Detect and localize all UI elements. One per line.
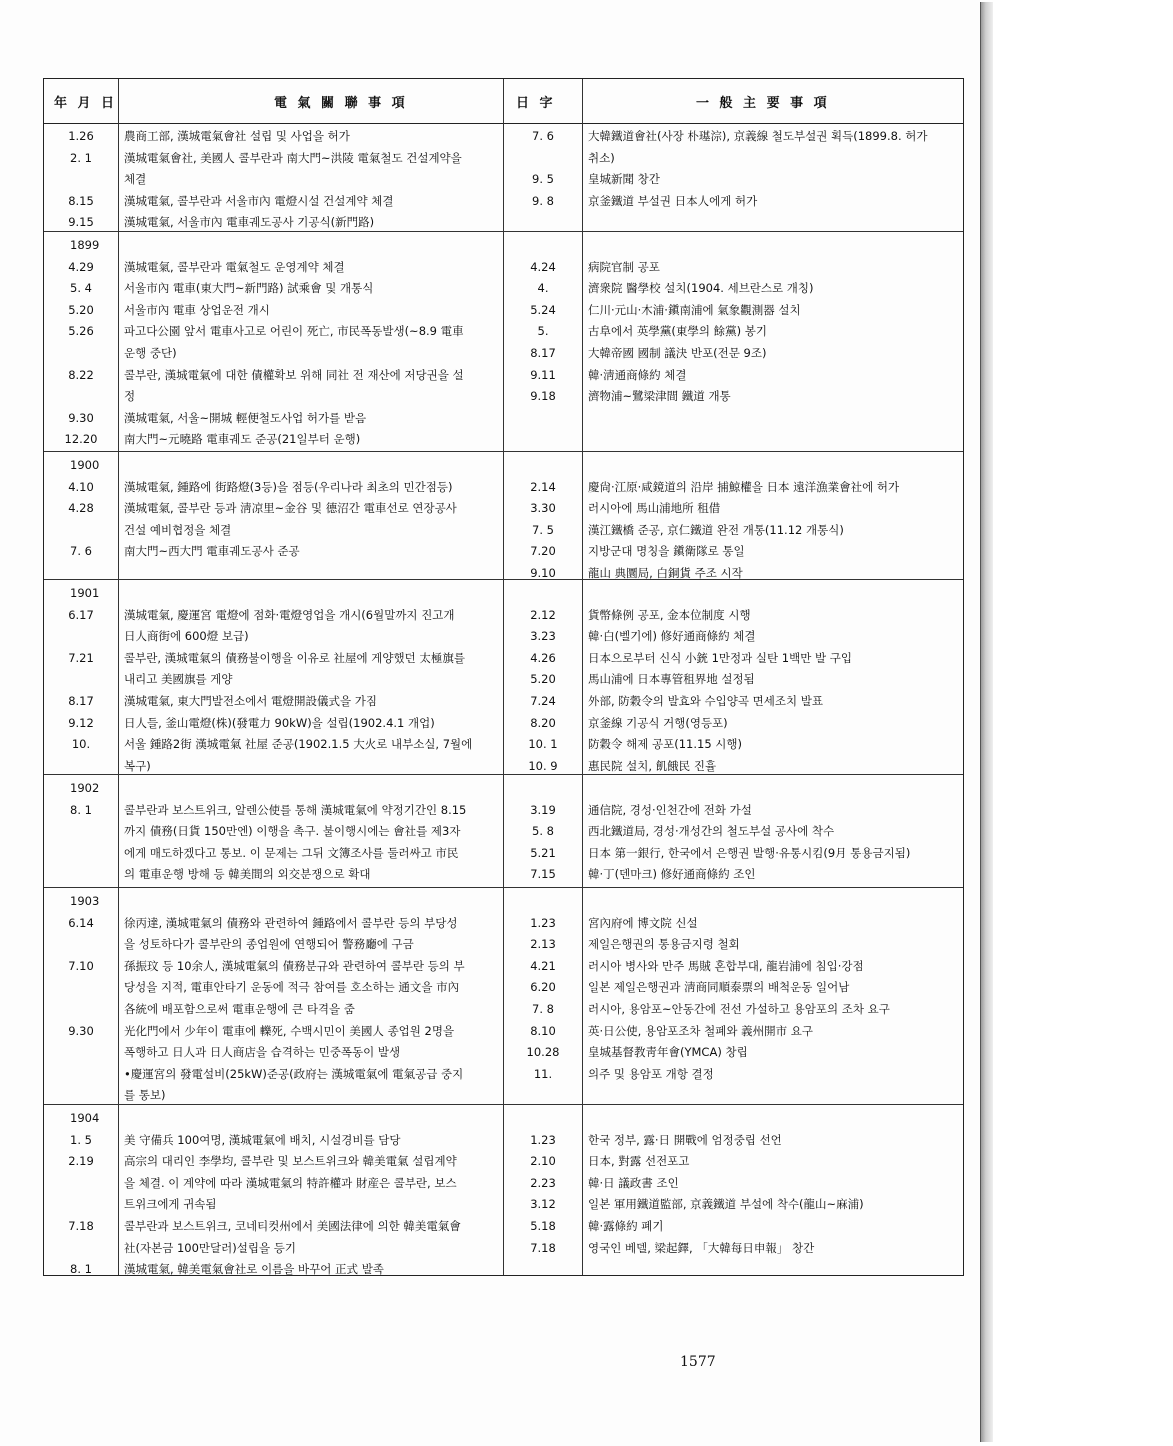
general-date: 4.21 xyxy=(530,958,556,973)
general-event-text: 日本, 對露 선전포고 xyxy=(588,1154,690,1169)
general-date: 10.28 xyxy=(526,1045,560,1060)
event-date: 5. 4 xyxy=(70,281,92,296)
general-date: 5.20 xyxy=(530,672,556,687)
electric-event-text: 서울市內 電車 상업운전 개시 xyxy=(124,302,270,317)
event-date: 8.22 xyxy=(68,367,94,382)
electric-event-text: 漢城電氣, 慶運宮 電燈에 점화·電燈영업을 개시(6월말까지 진고개 xyxy=(124,607,455,622)
general-event-text: 일본 軍用鐵道監部, 京義鐵道 부설에 착수(龍山~麻浦) xyxy=(588,1197,864,1212)
electric-event-text: 콜부란, 漢城電氣의 債務불이행을 이유로 社屋에 게양했던 太極旗를 xyxy=(124,650,465,665)
electric-event-text: 漢城電氣會社, 美國人 콜부란과 南大門~洪陵 電氣철도 건설계약을 xyxy=(124,150,462,165)
electric-event-text: 체결 xyxy=(124,172,147,187)
general-event-text: 韓·白(벨기에) 修好通商條約 체결 xyxy=(588,629,756,644)
general-event-text: 病院官制 공포 xyxy=(588,259,660,274)
general-date: 7. 6 xyxy=(532,129,554,143)
general-date: 4. xyxy=(537,281,549,296)
general-date: 5. 8 xyxy=(532,824,554,839)
electric-event-text: 콜부란과 보스트위크, 알렌公使를 통해 漢城電氣에 약정기간인 8.15 xyxy=(124,802,467,817)
event-date: 8. 1 xyxy=(70,1262,92,1277)
general-date: 1.23 xyxy=(530,1132,556,1147)
electric-event-text: 에게 매도하겠다고 통보. 이 문제는 그뒤 文簿조사를 둘러싸고 市民 xyxy=(124,845,459,860)
electric-event-text: 을 체결. 이 계약에 따라 漢城電氣의 特許權과 財産은 콜부란, 보스 xyxy=(124,1175,457,1190)
general-date: 9.10 xyxy=(530,566,556,580)
electric-event-text: 를 통보) xyxy=(124,1088,166,1103)
electric-event-text: 漢城電氣, 콜부란 등과 淸凉里~金谷 및 德沼간 電車선로 연장공사 xyxy=(124,501,457,516)
page-number: 1577 xyxy=(680,1354,716,1370)
event-date: 9.12 xyxy=(68,715,94,730)
event-date: 8.15 xyxy=(68,193,94,208)
general-date: 8.17 xyxy=(530,346,556,360)
event-date: 7.18 xyxy=(68,1219,94,1233)
event-date: 7. 6 xyxy=(70,544,92,559)
year-label: 1900 xyxy=(70,458,100,472)
general-event-text: 龍山 典圜局, 白銅貨 주조 시작 xyxy=(588,566,743,580)
general-date: 2.10 xyxy=(530,1154,556,1169)
general-date: 6.20 xyxy=(530,980,556,995)
event-date: 9.15 xyxy=(68,215,94,230)
general-event-text: 皇城基督教靑年會(YMCA) 창립 xyxy=(588,1045,748,1060)
general-event-text: 한국 정부, 露·日 開戰에 엄정중립 선언 xyxy=(588,1132,782,1147)
electric-event-text: 당성을 지적, 電車안타기 운동에 적극 참여를 호소하는 通文을 市內 xyxy=(124,980,460,995)
event-date: 4.10 xyxy=(68,479,94,494)
electric-event-text: 農商工部, 漢城電氣會社 설립 및 사업을 허가 xyxy=(124,129,350,143)
general-event-text: 지방군대 명칭을 鎭衛隊로 통일 xyxy=(588,544,745,559)
general-date: 8.10 xyxy=(530,1023,556,1038)
page-edge xyxy=(980,2,993,1442)
year-label: 1904 xyxy=(70,1111,100,1125)
general-event-text: 大韓鐵道會社(사장 朴璂淙), 京義線 철도부설권 획득(1899.8. 허가 xyxy=(588,129,928,143)
header-general-events: 一 般 主 要 事 項 xyxy=(696,96,830,111)
electric-event-text: 서울市內 電車(東大門~新門路) 試乘會 및 개통식 xyxy=(124,281,374,296)
general-event-text: 러시아, 용암포~안동간에 전선 가설하고 용암포의 조차 요구 xyxy=(588,1002,890,1016)
general-event-text: 外部, 防穀令의 발효와 수입양곡 면세조치 발표 xyxy=(588,694,823,708)
general-event-text: 防穀令 해제 공포(11.15 시행) xyxy=(588,737,743,752)
electric-event-text: 社(자본금 100만달러)설립을 등기 xyxy=(124,1240,296,1255)
general-date: 10. 1 xyxy=(528,737,558,752)
electric-event-text: 트위크에게 귀속됨 xyxy=(124,1197,217,1212)
general-date: 3.12 xyxy=(530,1197,556,1212)
general-date: 9.11 xyxy=(530,367,556,382)
electric-event-text: 파고다公園 앞서 電車사고로 어린이 死亡, 市民폭동발생(~8.9 電車 xyxy=(124,324,464,339)
event-date: 9.30 xyxy=(68,1023,94,1038)
general-event-text: 제일은행권의 통용금지령 철회 xyxy=(588,937,740,952)
general-event-text: 大韓帝國 國制 議決 반포(전문 9조) xyxy=(588,346,767,360)
event-date: 8.17 xyxy=(68,694,94,708)
electric-event-text: •慶運宮의 發電설비(25kW)준공(政府는 漢城電氣에 電氣공급 중지 xyxy=(124,1066,464,1081)
general-event-text: 韓·露條約 폐기 xyxy=(588,1219,664,1233)
electric-event-text: 漢城電氣, 東大門발전소에서 電燈開設儀式을 가짐 xyxy=(124,694,377,708)
general-event-text: 濟衆院 醫學校 설치(1904. 세브란스로 개칭) xyxy=(588,281,814,296)
electric-event-text: 서울 鍾路2街 漢城電氣 社屋 준공(1902.1.5 大火로 내부소실, 7월에 xyxy=(124,737,473,752)
event-date: 2. 1 xyxy=(70,150,92,165)
general-event-text: 일본 제일은행권과 淸商同順泰票의 배척운동 일어남 xyxy=(588,980,850,995)
general-date: 5.21 xyxy=(530,845,556,860)
year-block xyxy=(44,774,963,888)
electric-event-text: 漢城電氣, 서울市內 電車궤도공사 기공식(新門路) xyxy=(124,215,375,230)
electric-event-text: 美 守備兵 100여명, 漢城電氣에 배치, 시설경비를 담당 xyxy=(124,1132,401,1147)
general-date: 2.13 xyxy=(530,937,556,952)
general-date: 7.15 xyxy=(530,867,556,882)
general-event-text: 惠民院 설치, 飢餓民 진휼 xyxy=(588,758,717,773)
event-date: 9.30 xyxy=(68,410,94,425)
general-date: 2.12 xyxy=(530,607,556,622)
electric-event-text: 日人들, 釜山電燈(株)(發電力 90kW)을 설립(1902.4.1 개업) xyxy=(124,715,435,730)
general-date: 7. 5 xyxy=(532,522,554,537)
general-event-text: 通信院, 경성·인천간에 전화 가설 xyxy=(588,802,752,817)
general-date: 7.18 xyxy=(530,1240,556,1255)
general-date: 11. xyxy=(533,1066,553,1081)
electric-event-text: 복구) xyxy=(124,758,151,773)
general-event-text: 취소) xyxy=(588,150,615,165)
electric-event-text: 漢城電氣, 鍾路에 街路燈(3등)을 점등(우리나라 최초의 민간점등) xyxy=(124,479,453,494)
electric-event-text: 운행 중단) xyxy=(124,346,177,360)
general-event-text: 韓·丁(덴마크) 修好通商條約 조인 xyxy=(588,867,756,882)
general-date: 7.24 xyxy=(530,694,556,708)
general-date: 5.18 xyxy=(530,1219,556,1233)
general-event-text: 京釜線 기공식 거행(영등포) xyxy=(588,715,728,730)
electric-event-text: 폭행하고 日人과 日人商店을 습격하는 민중폭동이 발생 xyxy=(124,1045,401,1060)
general-date: 2.23 xyxy=(530,1175,556,1190)
header-date: 年 月 日 xyxy=(54,96,118,111)
electric-event-text: 까지 債務(日貨 150만엔) 이행을 촉구. 불이행시에는 會社를 제3자 xyxy=(124,824,461,839)
electric-event-text: 孫振玟 등 10余人, 漢城電氣의 債務분규와 관련하여 콜부란 등의 부 xyxy=(124,958,465,973)
general-event-text: 러시아 병사와 만주 馬賊 혼합부대, 龍岩浦에 침입·강점 xyxy=(588,958,864,973)
general-event-text: 京釜鐵道 부설권 日本人에게 허가 xyxy=(588,193,758,208)
general-date: 10. 9 xyxy=(528,758,558,773)
year-label: 1901 xyxy=(70,586,100,600)
year-label: 1902 xyxy=(70,781,100,795)
event-date: 6.17 xyxy=(68,607,94,622)
general-date: 9. 5 xyxy=(532,172,554,187)
electric-event-text: 南大門~元曉路 電車궤도 준공(21일부터 운행) xyxy=(124,432,361,447)
event-date: 5.20 xyxy=(68,302,94,317)
electric-event-text: 콜부란, 漢城電氣에 대한 債權확보 위해 同社 전 재산에 저당권을 설 xyxy=(124,367,464,382)
general-date: 4.26 xyxy=(530,650,556,665)
electric-event-text: 건설 예비협정을 체결 xyxy=(124,522,232,537)
general-event-text: 貨幣條例 공포, 金本位制度 시행 xyxy=(588,607,751,622)
chronology-table xyxy=(43,78,964,1276)
year-block xyxy=(44,451,963,580)
general-event-text: 韓·日 議政書 조인 xyxy=(588,1175,679,1190)
electric-event-text: 徐丙達, 漢城電氣의 債務와 관련하여 鍾路에서 콜부란 등의 부당성 xyxy=(124,915,458,930)
general-date: 7.20 xyxy=(530,544,556,559)
general-event-text: 古阜에서 英學黨(東學의 餘黨) 봉기 xyxy=(588,324,767,339)
general-event-text: 영국인 베델, 梁起鐸, 「大韓每日申報」 창간 xyxy=(588,1240,815,1255)
electric-event-text: 光化門에서 少年이 電車에 轢死, 수백시민이 美國人 종업원 2명을 xyxy=(124,1023,455,1038)
event-date: 7.10 xyxy=(68,958,94,973)
general-event-text: 馬山浦에 日本專管租界地 설정됨 xyxy=(588,672,755,687)
electric-event-text: 各統에 배포함으로써 電車운행에 큰 타격을 줌 xyxy=(124,1002,355,1016)
general-event-text: 日本으로부터 신식 小銃 1만정과 실탄 1백만 발 구입 xyxy=(588,650,852,665)
event-date: 4.29 xyxy=(68,259,94,274)
electric-event-text: 정 xyxy=(124,389,136,404)
electric-event-text: 漢城電氣, 콜부란과 電氣철도 운영계약 체결 xyxy=(124,259,345,274)
general-event-text: 英·日公使, 용암포조차 철폐와 義州開市 요구 xyxy=(588,1023,814,1038)
electric-event-text: 高宗의 대리인 李學均, 콜부란 및 보스트위크와 韓美電氣 설립계약 xyxy=(124,1154,457,1169)
event-date: 8. 1 xyxy=(70,802,92,817)
header-electric-events: 電 氣 關 聯 事 項 xyxy=(274,96,408,111)
general-date: 5.24 xyxy=(530,302,556,317)
electric-event-text: 내리고 美國旗를 게양 xyxy=(124,672,233,687)
event-date: 2.19 xyxy=(68,1154,94,1169)
general-date: 8.20 xyxy=(530,715,556,730)
general-date: 3.23 xyxy=(530,629,556,644)
general-event-text: 韓·淸通商條約 체결 xyxy=(588,367,687,382)
general-date: 5. xyxy=(537,324,549,339)
general-date: 3.19 xyxy=(530,802,556,817)
event-date: 5.26 xyxy=(68,324,94,339)
year-block xyxy=(44,123,963,231)
electric-event-text: 의 電車운행 방해 등 韓美間의 외交분쟁으로 확대 xyxy=(124,867,371,882)
general-event-text: 의주 및 용암포 개항 결정 xyxy=(588,1066,714,1081)
general-event-text: 濟物浦~鷺梁津間 鐵道 개통 xyxy=(588,389,731,404)
year-block xyxy=(44,231,963,452)
general-event-text: 皇城新聞 창간 xyxy=(588,172,660,187)
general-date: 2.14 xyxy=(530,479,556,494)
year-label: 1899 xyxy=(70,238,100,252)
electric-event-text: 漢城電氣, 서울~開城 輕便철도사업 허가를 받음 xyxy=(124,410,367,425)
general-event-text: 日本 第一銀行, 한국에서 은행권 발행·유통시킴(9月 통용금지됨) xyxy=(588,845,911,860)
general-event-text: 宮內府에 博文院 신설 xyxy=(588,915,698,930)
event-date: 1.26 xyxy=(68,129,94,143)
general-date: 7. 8 xyxy=(532,1002,554,1016)
event-date: 6.14 xyxy=(68,915,94,930)
general-date: 4.24 xyxy=(530,259,556,274)
year-block xyxy=(44,579,963,775)
general-event-text: 漢江鐵橋 준공, 京仁鐵道 완전 개통(11.12 개통식) xyxy=(588,522,844,537)
electric-event-text: 南大門~西大門 電車궤도공사 준공 xyxy=(124,544,300,559)
general-event-text: 러시아에 馬山浦地所 租借 xyxy=(588,501,721,516)
header-date2: 日 字 xyxy=(516,96,556,111)
general-date: 3.30 xyxy=(530,501,556,516)
general-event-text: 慶尙·江原·咸鏡道의 沿岸 捕鯨權을 日本 遠洋漁業會社에 허가 xyxy=(588,479,900,494)
event-date: 4.28 xyxy=(68,501,94,516)
year-block xyxy=(44,887,963,1105)
general-event-text: 西北鐵道局, 경성·개성간의 철도부설 공사에 착수 xyxy=(588,824,835,839)
year-block xyxy=(44,1104,963,1276)
general-date: 9.18 xyxy=(530,389,556,404)
general-date: 1.23 xyxy=(530,915,556,930)
electric-event-text: 을 성토하다가 콜부란의 종업원에 연행되어 警務廳에 구금 xyxy=(124,937,414,952)
event-date: 12.20 xyxy=(64,432,98,447)
general-date: 9. 8 xyxy=(532,193,554,208)
electric-event-text: 漢城電氣, 콜부란과 서울市內 電燈시설 건설계약 체결 xyxy=(124,193,394,208)
general-event-text: 仁川·元山·木浦·鎭南浦에 氣象觀測器 설치 xyxy=(588,302,801,317)
electric-event-text: 日人商街에 600燈 보급) xyxy=(124,629,249,644)
event-date: 7.21 xyxy=(68,650,94,665)
electric-event-text: 콜부란과 보스트위크, 코네티컷州에서 美國法律에 의한 韓美電氣會 xyxy=(124,1219,461,1233)
year-label: 1903 xyxy=(70,894,100,908)
event-date: 1. 5 xyxy=(70,1132,92,1147)
event-date: 10. xyxy=(71,737,91,752)
electric-event-text: 漢城電氣, 韓美電氣會社로 이름을 바꾸어 正式 발족 xyxy=(124,1262,384,1277)
